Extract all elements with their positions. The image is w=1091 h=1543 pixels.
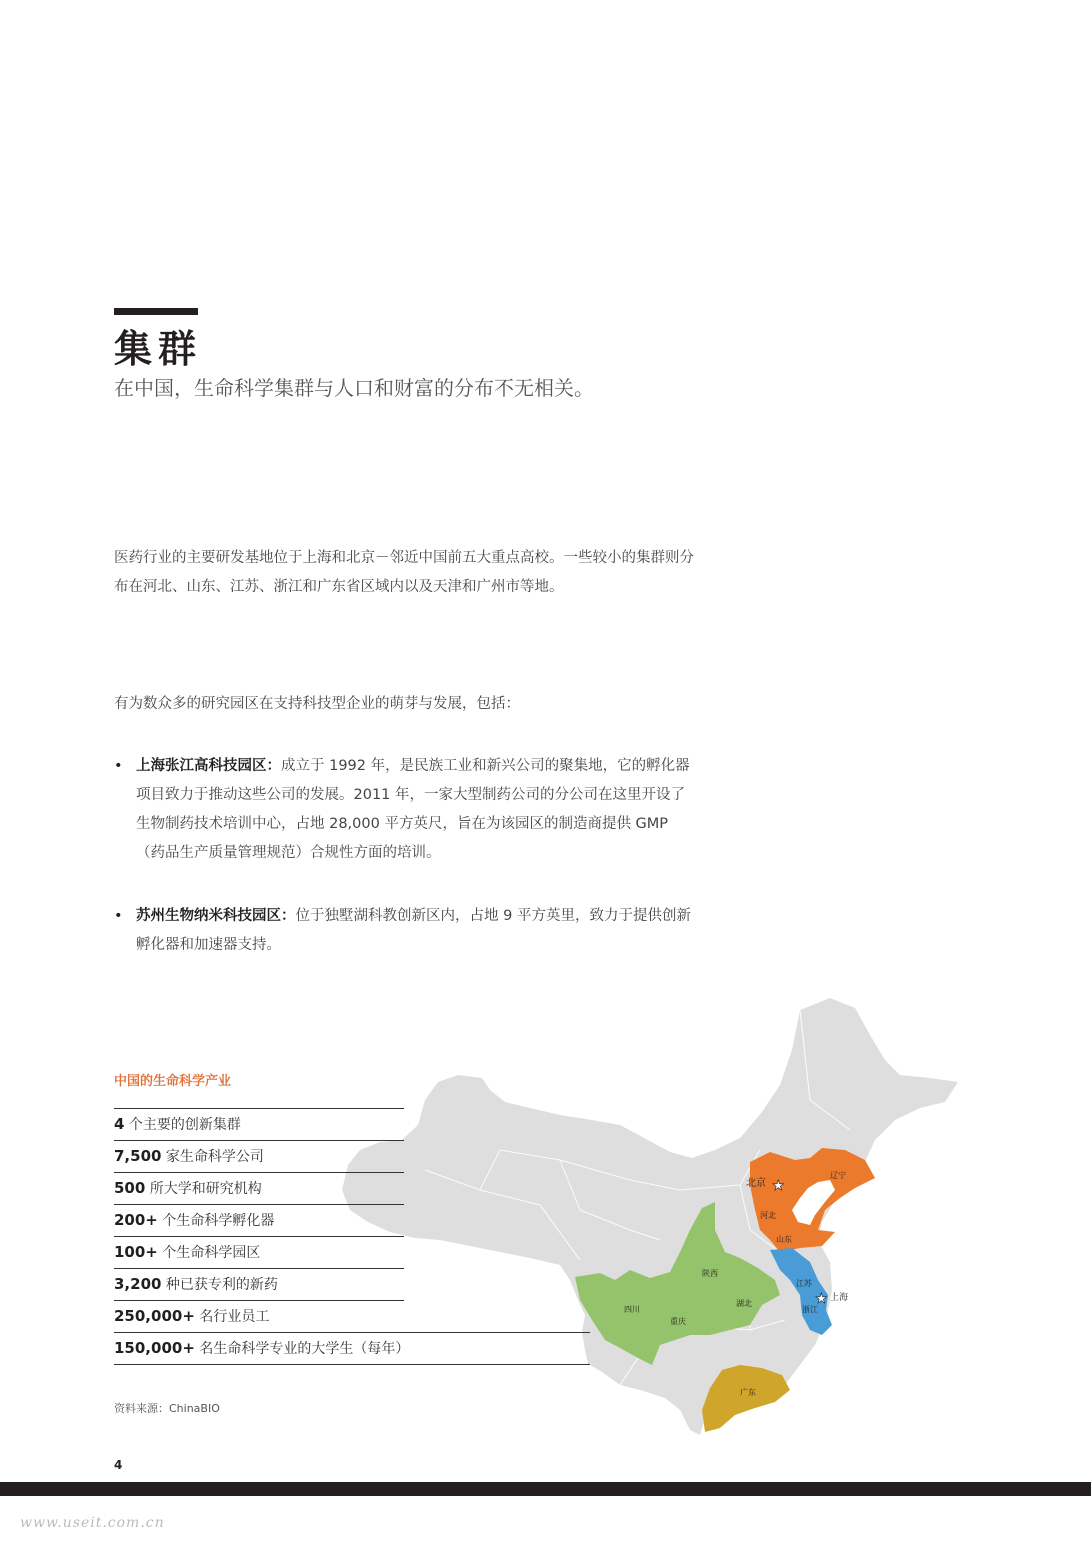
map-label-liaoning: 辽宁: [830, 1171, 846, 1180]
bullet-zhangjiang: [114, 752, 694, 868]
map-label-beijing: 北京: [746, 1178, 766, 1189]
map-label-hubei: 湖北: [736, 1299, 752, 1308]
map-label-zhejiang: 浙江: [802, 1305, 818, 1314]
stat-number: 7,500: [114, 1147, 162, 1165]
map-label-shandong: 山东: [776, 1235, 792, 1244]
stat-number: 100+: [114, 1243, 158, 1261]
bullet-text: 成立于 1992 年，是民族工业和新兴公司的聚集地，它的孵化器项目致力于推动这些公司的发展。2011 年，一家大型制药公司的分公司在这里开设了生物制药技术培训中心，占地 28,000 平方英尺，旨在为该园区的制造商提供 GMP（药品生产质量管理规范）合规性方面的培训。: [136, 758, 690, 861]
bullet-text: 位于独墅湖科教创新区内，占地 9 平方英里，致力于提供创新孵化器和加速器支持。: [136, 908, 691, 953]
title-accent-bar: [114, 308, 198, 315]
map-label-chongqing: 重庆: [670, 1317, 686, 1326]
stat-label: 家生命科学公司: [161, 1149, 264, 1165]
stat-label: 个主要的创新集群: [124, 1117, 241, 1133]
map-label-sichuan: 四川: [624, 1305, 640, 1314]
stat-label: 个生命科学园区: [157, 1245, 261, 1261]
stat-number: 250,000+: [114, 1307, 195, 1325]
bullet-title: 上海张江高科技园区：: [136, 758, 281, 774]
page-subtitle: 在中国，生命科学集群与人口和财富的分布不无相关。: [114, 376, 594, 400]
footer-bar: [0, 1482, 1091, 1496]
stat-item: [114, 1268, 404, 1300]
shanghai-star-icon: ★: [815, 1291, 828, 1307]
parks-intro-paragraph: 有为数众多的研究园区在支持科技型企业的萌芽与发展，包括：: [114, 696, 520, 712]
stat-label: 名行业员工: [194, 1309, 270, 1325]
source-note: 资料来源：ChinaBIO: [114, 1402, 220, 1415]
stat-item: [114, 1236, 404, 1268]
map-label-guangdong: 广东: [740, 1388, 756, 1397]
stat-number: 4: [114, 1115, 125, 1133]
map-label-jiangsu: 江苏: [796, 1279, 812, 1288]
page-title: 集群: [114, 327, 203, 371]
stat-number: 500: [114, 1179, 146, 1197]
stat-item: [114, 1332, 590, 1364]
stat-label: 个生命科学孵化器: [157, 1213, 275, 1229]
stat-item: [114, 1140, 404, 1172]
intro-paragraph: 医药行业的主要研发基地位于上海和北京－邻近中国前五大重点高校。一些较小的集群则分布在河北、山东、江苏、浙江和广东省区域内以及天津和广州市等地。: [114, 550, 694, 595]
page-number: 4: [114, 1458, 123, 1472]
stat-number: 200+: [114, 1211, 158, 1229]
stats-title: 中国的生命科学产业: [114, 1074, 232, 1089]
map-label-shanghai: 上海: [830, 1293, 849, 1303]
stat-label: 名生命科学专业的大学生（每年）: [194, 1341, 410, 1357]
stat-item: [114, 1300, 404, 1332]
bullet-dot: •: [114, 908, 123, 924]
stat-number: 3,200: [114, 1275, 162, 1293]
stat-label: 种已获专利的新药: [161, 1277, 278, 1293]
bullet-title: 苏州生物纳米科技园区：: [136, 908, 296, 924]
beijing-star-icon: ★: [772, 1178, 785, 1194]
stat-item: [114, 1108, 404, 1140]
bullet-dot: •: [114, 758, 123, 774]
stat-label: 所大学和研究机构: [145, 1181, 262, 1197]
stat-item: [114, 1204, 404, 1236]
map-label-hebei: 河北: [760, 1211, 776, 1220]
stats-list: [114, 1108, 590, 1365]
stat-number: 150,000+: [114, 1339, 195, 1357]
watermark: www.useit.com.cn: [20, 1515, 165, 1531]
bullet-suzhou: [114, 902, 694, 960]
stat-item: [114, 1172, 404, 1204]
map-label-shaanxi: 陕西: [702, 1269, 718, 1278]
